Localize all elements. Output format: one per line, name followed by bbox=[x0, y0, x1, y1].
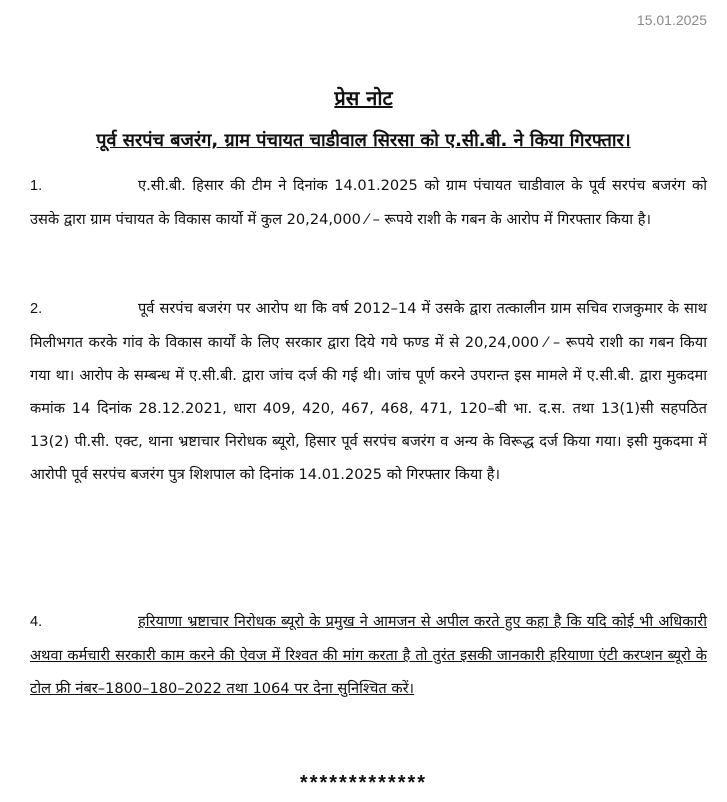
paragraph-1 bbox=[30, 169, 707, 236]
page-title: प्रेस नोट bbox=[334, 86, 393, 110]
paragraph-text: हरियाणा भ्रष्टाचार निरोधक ब्यूरो के प्रमुख ने आमजन से अपील करते हुए कहा है कि यदि कोई भी अधिकारी अथवा कर्मचारी सरकारी काम करने की ऐवज में रिश्वत की मांग करता है तो तुरंत इसकी जानकारी हरियाणा एंटी करप्शन ब्यूरो के टोल फ्री नंबर–1800–180–2022 तथा 1064 पर देना सुनिश्चित करें। bbox=[30, 613, 707, 697]
paragraph-text: पूर्व सरपंच बजरंग पर आरोप था कि वर्ष 2012–14 में उसके द्वारा तत्कालीन ग्राम सचिव राजकुमार के साथ मिलीभगत करके गांव के विकास कार्यों के लिए सरकार द्वारा दिये गये फण्ड में से 20,24,000 ⁄ – रूपये राशी का गबन किया गया था। आरोप के सम्बन्ध में ए.सी.बी. द्वारा जांच दर्ज की गई थी। जांच पूर्ण करने उपरान्त इस मामले में ए.सी.बी. द्वारा मुकदमा कमांक 14 दिनांक 28.12.2021, धारा 409, 420, 467, 468, 471, 120–बी भा. द.स. तथा 13(1)सी सहपठित 13(2) पी.सी. एक्ट, थाना भ्रष्टाचार निरोधक ब्यूरो, हिसार पूर्व सरपंच बजरंग व अन्य के विरूद्ध दर्ज किया गया। इसी मुकदमा में आरोपी पूर्व सरपंच बजरंग पुत्र शिशपाल को दिनांक 14.01.2025 को गिरफ्तार किया है। bbox=[30, 300, 707, 483]
date: 15.01.2025 bbox=[636, 12, 707, 28]
paragraph-2 bbox=[30, 292, 707, 491]
paragraph-number: 4. bbox=[30, 614, 43, 630]
closing-divider: ************* bbox=[299, 772, 428, 794]
paragraph-number: 1. bbox=[30, 178, 43, 194]
paragraph-text: ए.सी.बी. हिसार की टीम ने दिनांक 14.01.2025 को ग्राम पंचायत चाडीवाल के पूर्व सरपंच बजरंग को उसके द्वारा ग्राम पंचायत के विकास कार्यो में कुल 20,24,000 ⁄ – रूपये राशी के गबन के आरोप में गिरफ्तार किया है। bbox=[30, 177, 707, 228]
headline: पूर्व सरपंच बजरंग, ग्राम पंचायत चाडीवाल सिरसा को ए.सी.बी. ने किया गिरफ्तार। bbox=[96, 130, 631, 151]
paragraph-number: 2. bbox=[30, 301, 43, 317]
paragraph-4 bbox=[30, 605, 707, 705]
